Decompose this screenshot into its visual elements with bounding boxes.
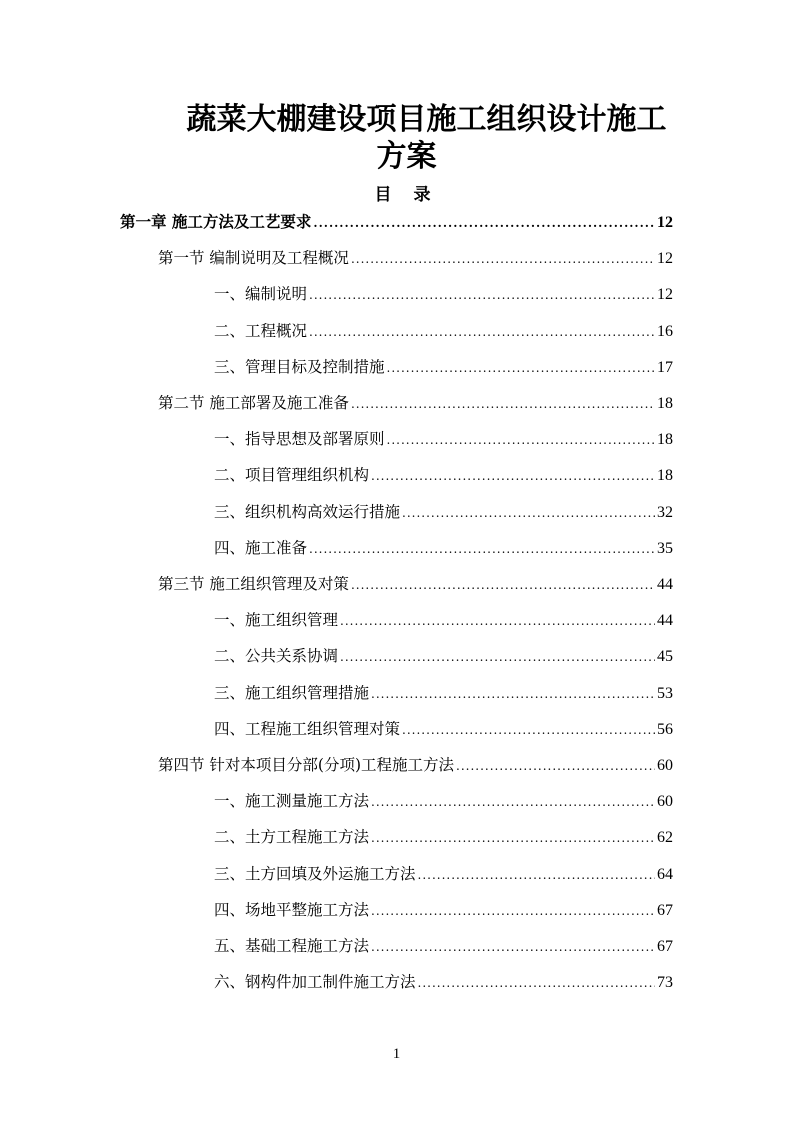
toc-entry-page: 67 <box>657 901 673 919</box>
toc-entry[interactable] <box>214 461 673 489</box>
dot-leader <box>309 535 655 563</box>
toc-entry-page: 45 <box>657 648 673 666</box>
dot-leader <box>456 752 655 780</box>
toc-entry[interactable] <box>214 968 673 996</box>
toc-entry[interactable] <box>158 244 673 272</box>
toc-entry[interactable] <box>214 317 673 345</box>
toc-entry-label: 四、施工准备 <box>214 538 308 557</box>
toc-entry[interactable] <box>214 425 673 453</box>
toc-entry-page: 56 <box>657 720 673 738</box>
toc-entry[interactable] <box>158 570 673 598</box>
toc-entry-label: 二、项目管理组织机构 <box>214 466 370 485</box>
toc-entry[interactable] <box>214 787 673 815</box>
document-title-line-1: 蔬菜大棚建设项目施工组织设计施工 <box>186 102 667 137</box>
dot-leader <box>402 716 655 744</box>
toc-entry-label: 第一章 施工方法及工艺要求 <box>120 212 312 231</box>
dot-leader <box>371 680 655 708</box>
toc-entry[interactable] <box>214 534 673 562</box>
toc-entry-label: 第四节 针对本项目分部(分项)工程施工方法 <box>158 756 455 774</box>
document-title-line-2: 方案 <box>376 139 437 174</box>
dot-leader <box>371 462 655 490</box>
page-number: 1 <box>392 1046 401 1062</box>
toc-entry[interactable] <box>214 642 673 670</box>
toc-entry[interactable] <box>214 498 673 526</box>
dot-leader <box>371 897 655 925</box>
toc-entry[interactable] <box>214 823 673 851</box>
toc-entry-page: 44 <box>657 612 673 630</box>
dot-leader <box>418 969 655 997</box>
dot-leader <box>340 607 655 635</box>
dot-leader <box>340 643 655 671</box>
dot-leader <box>351 390 655 418</box>
toc-entry-page: 35 <box>657 539 673 557</box>
toc-entry-page: 18 <box>657 431 673 449</box>
toc-entry-label: 三、管理目标及控制措施 <box>214 357 385 376</box>
toc-entry-page: 53 <box>657 684 673 702</box>
dot-leader <box>387 354 655 382</box>
toc-entry-page: 44 <box>657 576 673 593</box>
toc-entry[interactable] <box>120 208 673 236</box>
dot-leader <box>371 933 655 961</box>
toc-entry-page: 16 <box>657 322 673 340</box>
dot-leader <box>313 209 655 237</box>
toc-entry-label: 五、基础工程施工方法 <box>214 937 370 955</box>
toc-entry-label: 六、钢构件加工制件施工方法 <box>214 973 416 992</box>
dot-leader <box>387 426 655 454</box>
toc-entry-page: 60 <box>657 793 673 811</box>
toc-entry-page: 12 <box>657 214 673 231</box>
toc-entry-page: 12 <box>657 250 673 268</box>
toc-entry[interactable] <box>214 280 673 308</box>
toc-entry[interactable] <box>158 751 673 779</box>
toc-entry-label: 第一节 编制说明及工程概况 <box>158 249 349 268</box>
toc-entry-page: 17 <box>657 358 673 376</box>
toc-entry-page: 18 <box>657 395 673 412</box>
dot-leader <box>418 861 655 889</box>
dot-leader <box>371 788 655 816</box>
toc-entry-page: 12 <box>657 286 673 304</box>
toc-entry-label: 四、工程施工组织管理对策 <box>214 719 401 738</box>
toc-heading: 目 录 <box>374 185 439 205</box>
dot-leader <box>309 281 655 309</box>
toc-entry-label: 一、指导思想及部署原则 <box>214 430 385 449</box>
toc-entry-page: 64 <box>657 865 673 883</box>
toc-entry-label: 一、编制说明 <box>214 285 308 304</box>
toc-entry-label: 三、施工组织管理措施 <box>214 683 370 702</box>
dot-leader <box>371 824 655 852</box>
toc-entry-page: 62 <box>657 829 673 847</box>
toc-entry-page: 60 <box>657 757 673 774</box>
toc-entry[interactable] <box>214 715 673 743</box>
toc-entry-page: 67 <box>657 938 673 955</box>
toc-entry-label: 三、土方回填及外运施工方法 <box>214 864 416 883</box>
toc-entry-label: 二、公共关系协调 <box>214 647 339 666</box>
toc-entry-label: 三、组织机构高效运行措施 <box>214 502 401 521</box>
dot-leader <box>402 499 655 527</box>
toc-entry-label: 一、施工组织管理 <box>214 611 339 630</box>
toc-entry-label: 四、场地平整施工方法 <box>214 900 370 919</box>
toc-entry-label: 第三节 施工组织管理及对策 <box>158 575 349 593</box>
toc-entry[interactable] <box>214 353 673 381</box>
toc-entry[interactable] <box>214 679 673 707</box>
dot-leader <box>351 245 655 273</box>
toc-entry-page: 18 <box>657 467 673 485</box>
toc-entry-label: 二、土方工程施工方法 <box>214 828 370 847</box>
toc-entry-label: 二、工程概况 <box>214 321 308 340</box>
toc-entry[interactable] <box>214 896 673 924</box>
toc-entry[interactable] <box>214 606 673 634</box>
toc-entry-label: 一、施工测量施工方法 <box>214 792 370 811</box>
dot-leader <box>351 571 655 599</box>
toc-entry[interactable] <box>158 389 673 417</box>
toc-entry-label: 第二节 施工部署及施工准备 <box>158 394 349 412</box>
toc-entry[interactable] <box>214 860 673 888</box>
toc-entry-page: 73 <box>657 974 673 992</box>
toc-entry-page: 32 <box>657 503 673 521</box>
toc-entry[interactable] <box>214 932 673 960</box>
dot-leader <box>309 318 655 346</box>
